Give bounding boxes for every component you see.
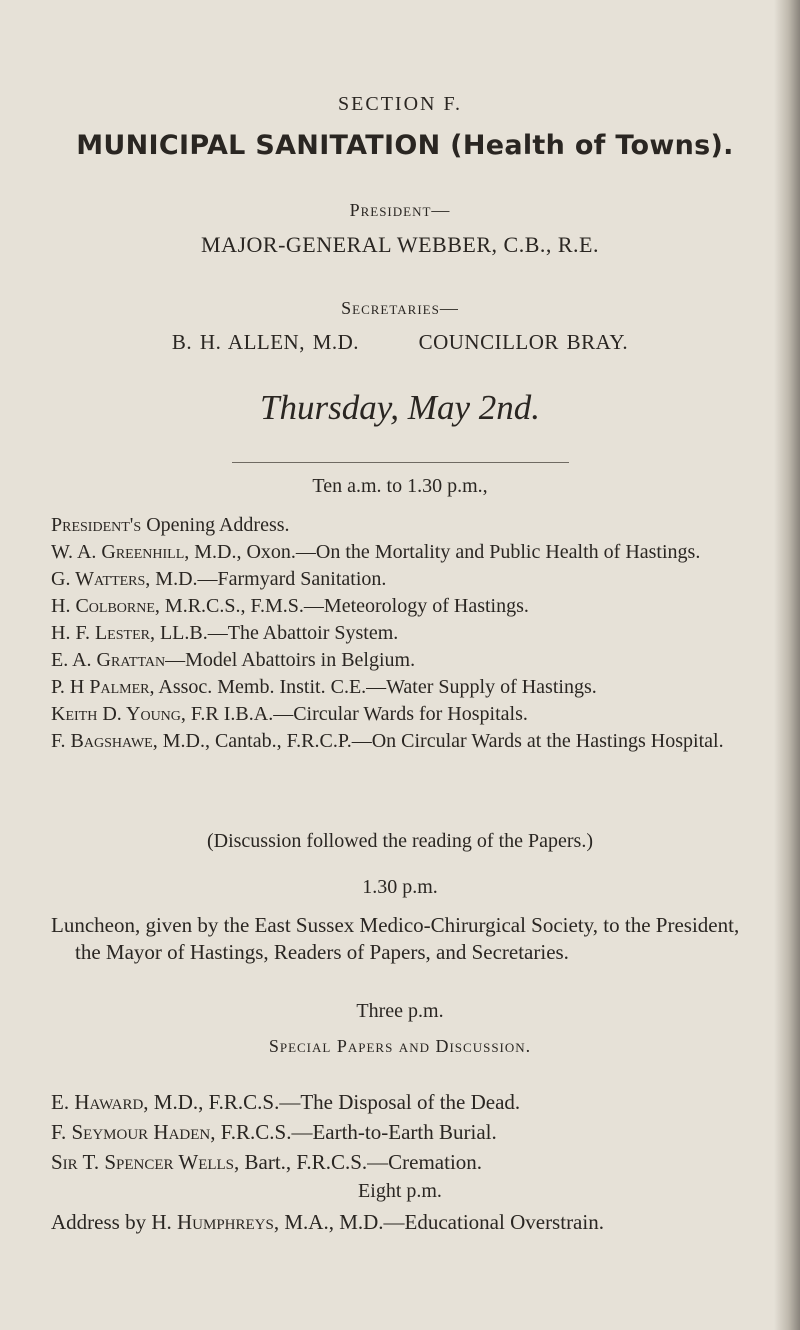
discussion-note: (Discussion followed the reading of the Papers.) bbox=[206, 830, 593, 852]
divider-rule bbox=[232, 462, 569, 463]
paper-item: H. Colborne, M.R.C.S., F.M.S.—Meteorology of Hastings. bbox=[51, 595, 529, 617]
paper-item: F. Seymour Haden, F.R.C.S.—Earth-to-Earth Burial. bbox=[51, 1120, 497, 1144]
paper-item: E. Haward, M.D., F.R.C.S.—The Disposal of the Dead. bbox=[51, 1090, 521, 1114]
paper-item: E. A. Grattan—Model Abattoirs in Belgium. bbox=[51, 649, 416, 671]
luncheon-text: Luncheon, given by the East Sussex Medico-Chirurgical Society, to the President, the Mayor of Hastings, Readers of Papers, and Secretaries. bbox=[51, 913, 740, 964]
afternoon-papers-list bbox=[51, 1087, 751, 1177]
president-label: President— bbox=[349, 200, 451, 220]
secretary-1: B. H. ALLEN, M.D. bbox=[171, 330, 360, 354]
paper-item: Sir T. Spencer Wells, Bart., F.R.C.S.—Cremation. bbox=[51, 1150, 483, 1174]
page-edge-shadow bbox=[774, 0, 800, 1330]
secretaries-label: Secretaries— bbox=[341, 298, 459, 318]
session-date: Thursday, May 2nd. bbox=[260, 388, 540, 427]
paper-item: H. F. Lester, LL.B.—The Abattoir System. bbox=[51, 622, 399, 644]
evening-address: Address by H. Humphreys, M.A., M.D.—Educational Overstrain. bbox=[51, 1210, 604, 1234]
paper-item: President's Opening Address. bbox=[51, 514, 290, 536]
luncheon-time: 1.30 p.m. bbox=[362, 876, 438, 898]
paper-item: W. A. Greenhill, M.D., Oxon.—On the Mortality and Public Health of Hastings. bbox=[51, 541, 701, 563]
section-title: MUNICIPAL SANITATION (Health of Towns). bbox=[76, 130, 734, 161]
president-name: MAJOR-GENERAL WEBBER, C.B., R.E. bbox=[201, 232, 599, 257]
paper-item: Keith D. Young, F.R I.B.A.—Circular Wards for Hospitals. bbox=[51, 703, 528, 725]
paper-item: G. Watters, M.D.—Farmyard Sanitation. bbox=[51, 568, 387, 590]
section-heading: SECTION F. bbox=[338, 93, 462, 115]
afternoon-time: Three p.m. bbox=[356, 1000, 444, 1022]
paper-item: F. Bagshawe, M.D., Cantab., F.R.C.P.—On Circular Wards at the Hastings Hospital. bbox=[51, 730, 724, 752]
secretary-2: COUNCILLOR BRAY. bbox=[418, 330, 629, 354]
paper-item: P. H Palmer, Assoc. Memb. Instit. C.E.—Water Supply of Hastings. bbox=[51, 676, 597, 698]
afternoon-heading: Special Papers and Discussion. bbox=[268, 1036, 532, 1056]
evening-time: Eight p.m. bbox=[358, 1180, 442, 1202]
morning-papers-list bbox=[51, 512, 751, 755]
secretaries-names bbox=[80, 330, 720, 355]
morning-time: Ten a.m. to 1.30 p.m., bbox=[312, 475, 488, 497]
